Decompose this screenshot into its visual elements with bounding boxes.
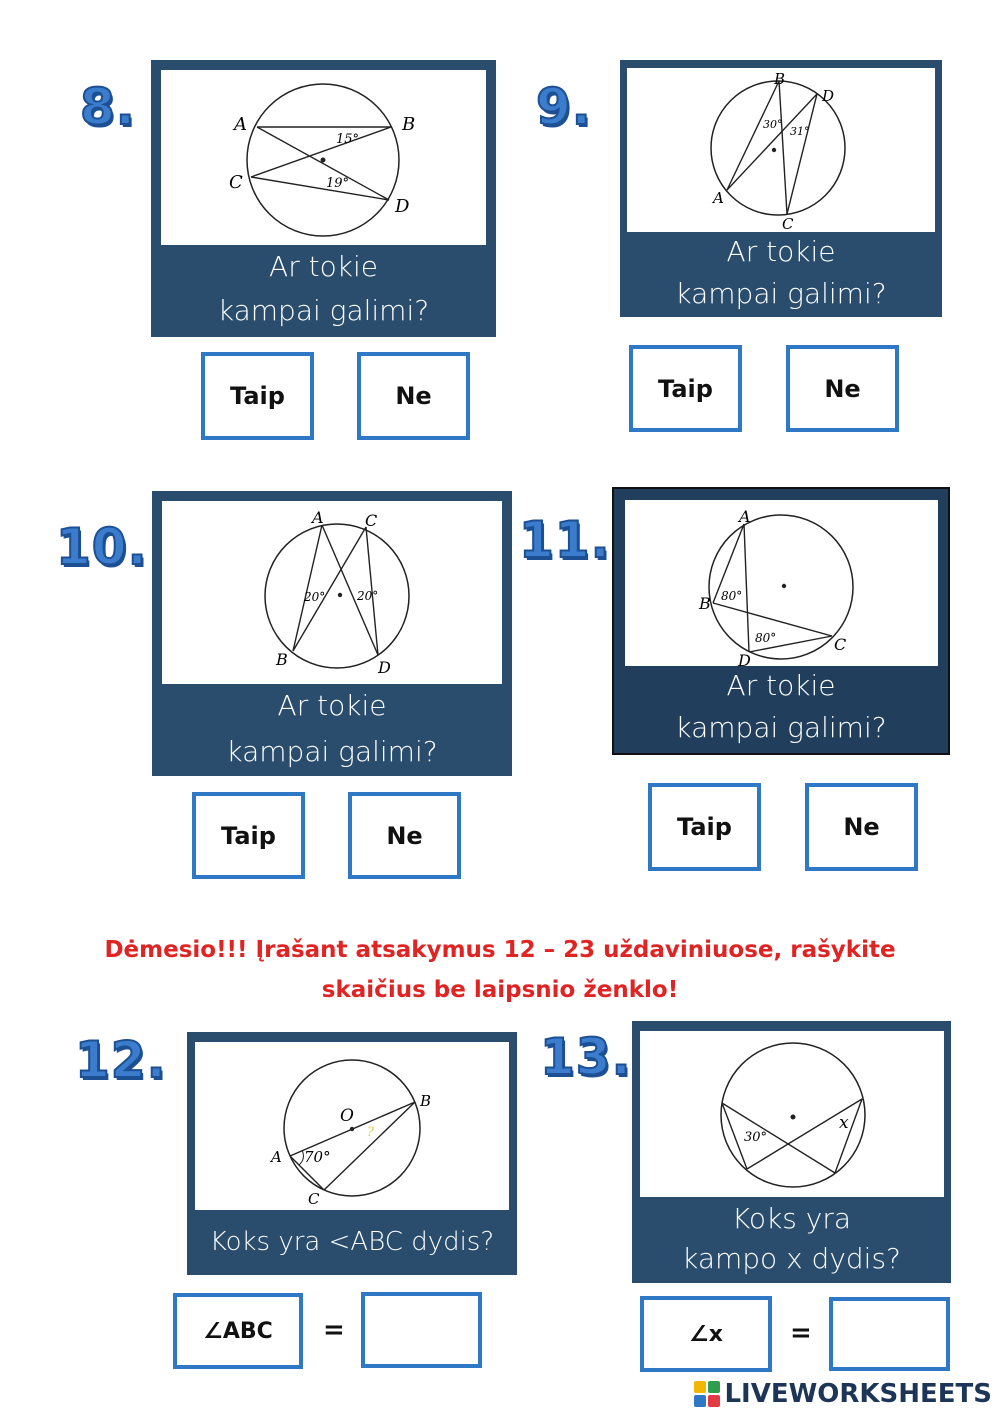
angle-2-label: 19° [326, 176, 350, 191]
question-10-caption-line2: kampai galimi? [226, 735, 438, 768]
question-10-caption-line1: Ar tokie [277, 689, 387, 722]
question-13-card [632, 1021, 951, 1283]
angle-2-label: 20° [357, 589, 379, 603]
question-9-number: 9. [536, 78, 592, 136]
point-b-label: B [774, 70, 786, 88]
chord-da [727, 94, 817, 190]
liveworksheets-logo-text: LIVEWORKSHEETS [724, 1379, 992, 1409]
warning-text [40, 930, 960, 1010]
chord-ab [293, 525, 322, 651]
point-a-label: A [713, 189, 724, 207]
question-12-caption: Koks yra <ABC dydis? [209, 1227, 495, 1257]
point-d-label: D [822, 87, 835, 105]
question-10-yes-button[interactable]: Taip [192, 792, 305, 879]
point-d-label: D [738, 651, 751, 666]
point-a-label: A [234, 114, 247, 135]
question-8-no-button[interactable]: Ne [357, 352, 470, 440]
question-9-card [620, 60, 942, 317]
liveworksheets-logo-icon [694, 1381, 720, 1407]
angle-1-label: 30° [763, 118, 783, 131]
question-11-yes-button[interactable]: Taip [648, 783, 761, 871]
question-10-no-button[interactable]: Ne [348, 792, 461, 879]
question-12-number: 12. [75, 1031, 167, 1089]
angle-1-label: 20° [304, 590, 326, 604]
question-13-caption-line2: kampo x dydis? [682, 1242, 901, 1275]
question-11-card [612, 487, 950, 755]
angle-1-label: 80° [721, 589, 743, 603]
point-d-label: D [395, 196, 410, 217]
angle-2-label: 80° [755, 631, 777, 645]
chord-ad [744, 524, 749, 652]
point-a-label: A [271, 1148, 282, 1166]
question-12-answer-box[interactable] [361, 1292, 482, 1368]
warning-line2: skaičius be laipsnio ženklo! [321, 977, 679, 1003]
question-9-no-button[interactable]: Ne [786, 345, 899, 432]
question-9-yes-button[interactable]: Taip [629, 345, 742, 432]
point-c-label: C [229, 172, 243, 193]
question-9-caption-line2: kampai galimi? [675, 277, 887, 310]
point-d-label: D [378, 658, 391, 677]
circle [709, 515, 853, 659]
question-11-number: 11. [519, 511, 611, 569]
question-12-card [187, 1032, 517, 1275]
point-c-label: C [365, 511, 378, 530]
angle-label: 30° [744, 1130, 768, 1145]
chord-dc [787, 94, 817, 214]
question-12-figure [195, 1042, 509, 1210]
question-11-no-button[interactable]: Ne [805, 783, 918, 871]
liveworksheets-logo [694, 1379, 992, 1409]
point-b-label: B [699, 594, 711, 613]
angle-2-label: 31° [790, 125, 810, 138]
chord-cb [324, 1102, 415, 1190]
question-13-figure [640, 1031, 944, 1197]
point-a-label: A [739, 507, 751, 526]
center-point [791, 1115, 796, 1120]
center-point [338, 593, 342, 597]
center-point [782, 584, 786, 588]
question-8-figure [161, 70, 486, 245]
angle-1-label: 15° [336, 132, 360, 147]
question-13-answer-box[interactable] [829, 1297, 950, 1371]
question-8-caption-line1: Ar tokie [269, 250, 378, 283]
center-point [772, 148, 776, 152]
angle-label: 70° [304, 1148, 331, 1166]
question-11-caption-line2: kampai galimi? [675, 711, 887, 744]
point-c-label: C [782, 215, 794, 232]
unknown-angle-label: ? [367, 1125, 374, 1140]
circle [265, 524, 409, 668]
question-8-number: 8. [80, 78, 136, 136]
point-a-label: A [312, 508, 324, 527]
question-9-figure [627, 68, 935, 232]
question-9-caption-line1: Ar tokie [726, 235, 836, 268]
question-13-equals: = [790, 1318, 812, 1348]
question-13-answer-input[interactable] [833, 1301, 946, 1367]
question-8-card [151, 60, 496, 337]
point-b-label: B [276, 650, 288, 669]
point-c-label: C [308, 1190, 320, 1208]
center-point [350, 1127, 354, 1131]
question-13-number: 13. [540, 1028, 632, 1086]
question-10-card [152, 491, 512, 776]
center-point [321, 158, 326, 163]
question-11-caption-line1: Ar tokie [726, 669, 836, 702]
question-12-answer-label: ∠ABC [173, 1293, 303, 1369]
question-11-figure [625, 500, 938, 666]
question-8-caption-line2: kampai galimi? [217, 294, 430, 327]
chord-cb [293, 527, 366, 651]
point-b-label: B [420, 1092, 432, 1110]
question-10-number: 10. [56, 518, 148, 576]
question-12-answer-input[interactable] [365, 1296, 478, 1364]
question-10-figure [162, 501, 502, 684]
point-o-label: O [340, 1106, 354, 1126]
question-8-yes-button[interactable]: Taip [201, 352, 314, 440]
point-c-label: C [834, 635, 847, 654]
question-13-caption-line1: Koks yra [731, 1202, 852, 1235]
chord-bc [779, 81, 787, 214]
unknown-angle-label: x [839, 1113, 849, 1133]
point-b-label: B [402, 114, 416, 135]
question-12-equals: = [323, 1315, 345, 1345]
warning-line1: Dėmesio!!! Įrašant atsakymus 12 – 23 uždaviniuose, rašykite [104, 937, 896, 963]
question-13-answer-label: ∠x [640, 1296, 772, 1372]
